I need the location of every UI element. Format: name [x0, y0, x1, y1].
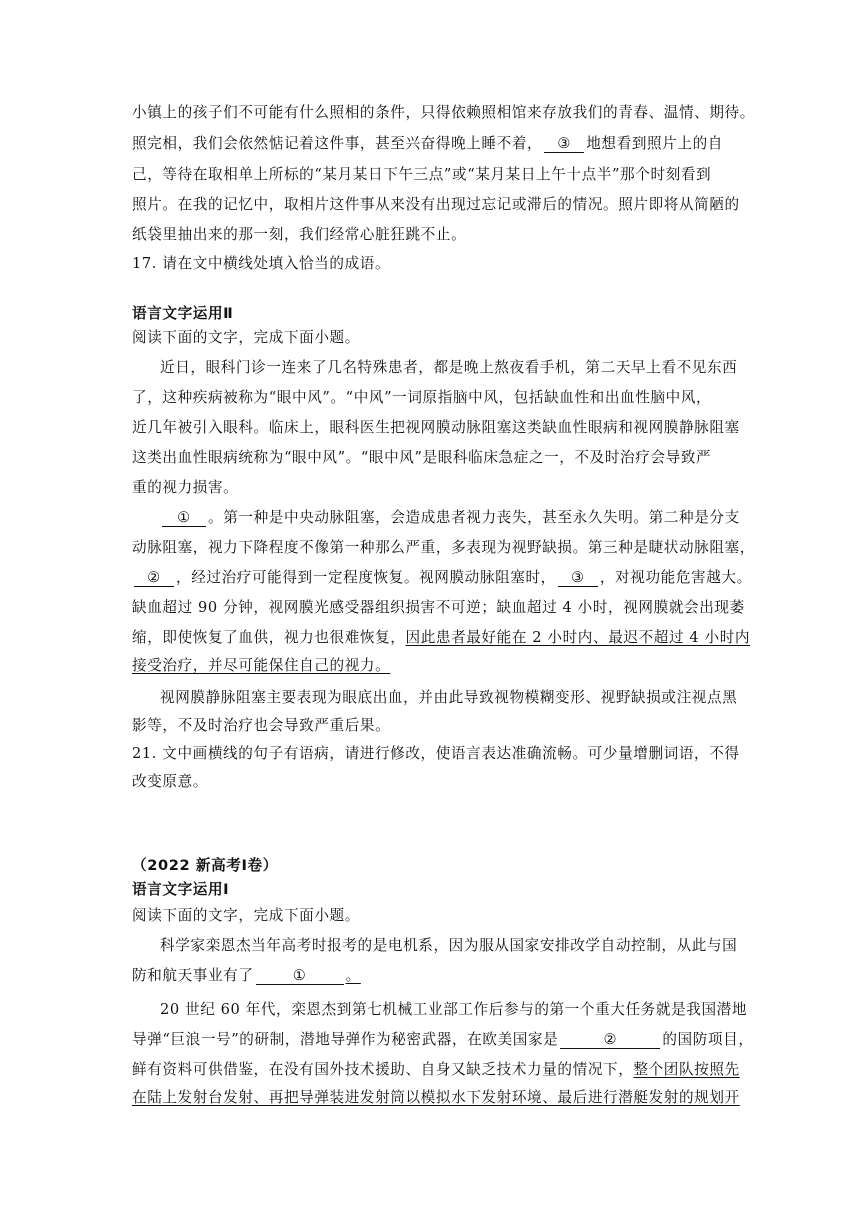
passage-line	[132, 568, 752, 588]
passage-text: 防和航天事业有了	[132, 967, 254, 984]
passage-line: 近几年被引入眼科。临床上，眼科医生把视网膜动脉阻塞这类缺血性眼病和视网膜静脉阻塞	[132, 419, 740, 436]
underlined-sentence: 接受治疗，并尽可能保住自己的视力。	[132, 657, 391, 674]
passage-line: 动脉阻塞，视力下降程度不像第一种那么严重，多表现为视野缺损。第三种是睫状动脉阻塞，	[132, 539, 755, 556]
underlined-sentence: 因此患者最好能在 2 小时内、最迟不超过 4 小时内	[405, 629, 751, 646]
section-heading: 语言文字运用Ⅰ	[132, 881, 230, 898]
passage-line: 近日，眼科门诊一连来了几名特殊患者，都是晚上熬夜看手机，第二天早上看不见东西	[160, 359, 738, 376]
section-heading: 语言文字运用Ⅱ	[132, 305, 234, 322]
passage-text: ，经过治疗可能得到一定程度恢复。视网膜动脉阻塞时，	[176, 569, 556, 586]
question-17: 17. 请在文中横线处填入恰当的成语。	[132, 255, 391, 272]
passage-line: 纸袋里抽出来的那一刻，我们经常心脏狂跳不止。	[132, 226, 467, 243]
fill-blank-1[interactable]: ①	[256, 968, 344, 985]
exam-source: （2022 新高考Ⅰ卷）	[132, 857, 278, 874]
passage-text: 。	[345, 967, 361, 984]
passage-text: 缩，即使恢复了血供，视力也很难恢复，	[132, 629, 406, 646]
fill-blank-2[interactable]: ②	[560, 1032, 660, 1049]
passage-line: 己，等待在取相单上所标的“某月某日下午三点”或“某月某日上午十点半”那个时刻看到	[132, 166, 712, 183]
passage-text: 的国防项目，	[662, 1031, 754, 1048]
passage-text: 。第一种是中央动脉阻塞，会造成患者视力丧失，甚至永久失明。第二种是分支	[208, 509, 740, 526]
instruction: 阅读下面的文字，完成下面小题。	[132, 907, 360, 924]
passage-text: 地想看到照片上的自	[586, 135, 723, 152]
passage-text: 导弹“巨浪一号”的研制，潜地导弹作为秘密武器，在欧美国家是	[132, 1031, 559, 1048]
passage-line: 影等，不及时治疗也会导致严重后果。	[132, 717, 391, 734]
passage-line: 视网膜静脉阻塞主要表现为眼底出血，并由此导致视物模糊变形、视野缺损或注视点黑	[160, 689, 738, 706]
passage-line: 重的视力损害。	[132, 479, 239, 496]
passage-text: 照完相，我们会依然惦记着这件事，甚至兴奋得晚上睡不着，	[132, 135, 543, 152]
fill-blank-1[interactable]: ①	[162, 510, 206, 527]
fill-blank-3[interactable]: ③	[558, 570, 598, 587]
passage-text: ，对视功能危害越大。	[599, 569, 752, 586]
passage-line: 缺血超过 90 分钟，视网膜光感受器组织损害不可逆；缺血超过 4 小时，视网膜就会出现萎	[132, 599, 745, 616]
fill-blank-3[interactable]: ③	[544, 136, 584, 153]
passage-line	[132, 1030, 754, 1050]
passage-line: 小镇上的孩子们不可能有什么照相的条件，只得依赖照相馆来存放我们的青春、温情、期待。	[132, 104, 755, 121]
passage-line: 科学家栾恩杰当年高考时报考的是电机系，因为服从国家安排改学自动控制，从此与国	[160, 937, 738, 954]
fill-blank-2[interactable]: ②	[134, 570, 174, 587]
passage-line	[132, 628, 750, 648]
question-21-cont: 改变原意。	[132, 773, 208, 790]
passage-text: 鲜有资料可供借鉴，在没有国外技术援助、自身又缺乏技术力量的情况下，	[132, 1061, 634, 1078]
passage-line	[132, 134, 723, 154]
question-21: 21. 文中画横线的句子有语病，请进行修改，使语言表达准确流畅。可少量增删词语，不得	[132, 745, 740, 762]
passage-line	[132, 966, 361, 986]
instruction: 阅读下面的文字，完成下面小题。	[132, 329, 360, 346]
passage-line: 照片。在我的记忆中，取相片这件事从来没有出现过忘记或滞后的情况。照片即将从简陋的	[132, 196, 740, 213]
passage-line	[132, 1060, 740, 1080]
passage-line: 20 世纪 60 年代，栾恩杰到第七机械工业部工作后参与的第一个重大任务就是我国潜地	[160, 1001, 748, 1018]
passage-line	[160, 508, 740, 528]
underlined-sentence: 在陆上发射台发射、再把导弹装进发射筒以模拟水下发射环境、最后进行潜艇发射的规划开	[132, 1089, 740, 1106]
passage-line: 了，这种疾病被称为“眼中风”。“中风”一词原指脑中风，包括缺血性和出血性脑中风，	[132, 389, 712, 406]
underlined-sentence: 整个团队按照先	[633, 1061, 740, 1078]
passage-line: 这类出血性眼病统称为“眼中风”。“眼中风”是眼科临床急症之一，不及时治疗会导致严	[132, 449, 712, 466]
